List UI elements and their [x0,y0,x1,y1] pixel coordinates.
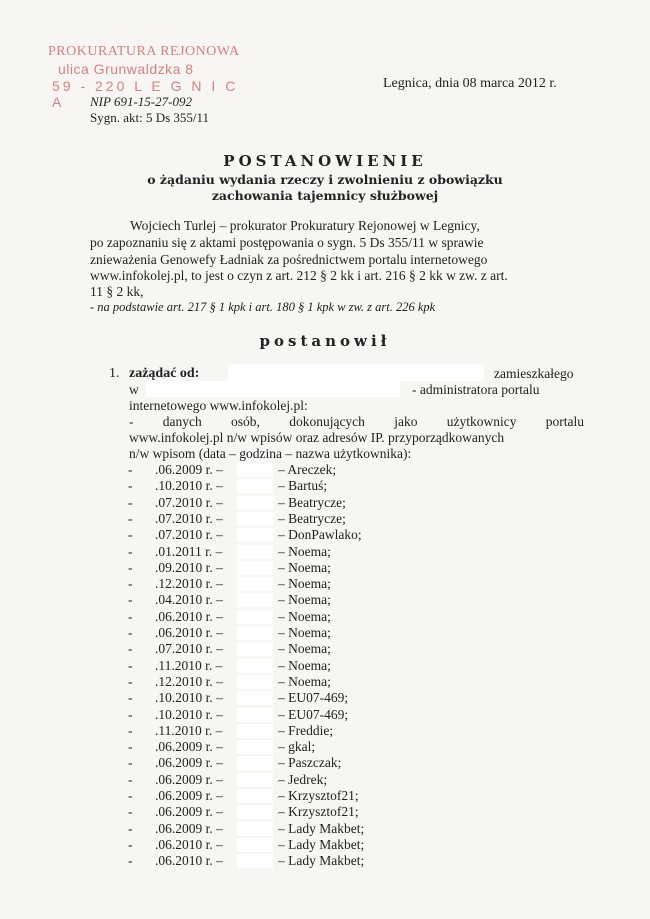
body-line-5: 11 § 2 kk, [90,284,144,299]
entry-date: .07.2010 r. – [155,494,223,510]
list-dash: - [128,527,133,543]
entry-username: – Noema; [278,673,331,689]
stamp-line-1: PROKURATURA REJONOWA [48,44,240,59]
redaction-box [237,756,273,770]
redaction-box [237,822,273,836]
entry-date: .10.2010 r. – [155,690,223,706]
demand-label: zażądać od: [129,366,200,381]
stamp-line-2: ulica Grunwaldzka 8 [58,61,194,77]
redaction-box [237,593,273,607]
entry-date: .06.2010 r. – [155,836,223,852]
in-label: w [129,382,139,397]
entry-date: .06.2010 r. – [155,853,223,869]
entry-username: – Noema; [278,543,331,559]
redaction-box [237,545,273,559]
redaction-box [237,740,273,754]
list-dash: - [128,462,133,477]
list-dash: - [128,559,133,575]
redaction-box [237,708,273,722]
list-dash: - [128,739,133,755]
entry-date: .12.2010 r. – [155,673,223,689]
document-subtitle-line-1: o żądaniu wydania rzeczy i zwolnieniu z obowiązku [147,172,503,187]
entry-username: – Noema; [278,559,331,575]
redaction-box [228,364,484,381]
list-dash: - [128,706,133,722]
redaction-box [237,789,273,803]
redaction-box [237,805,273,819]
redaction-box [237,496,273,510]
administrator-label: - administratora portalu [412,382,540,397]
entry-username: – Lady Makbet; [278,836,365,852]
body-line-4: www.infokolej.pl, to jest o czyn z art. 212 § 2 kk i art. 216 § 2 kk w zw. z art. [90,268,508,283]
entry-date: .06.2010 r. – [155,625,223,640]
entry-date: .07.2010 r. – [155,641,223,657]
body-line-2: po zapoznaniu się z aktami postępowania o sygn. 5 Ds 355/11 w sprawie [90,235,484,250]
body-line-1: Wojciech Turlej – prokurator Prokuratury Rejonowej w Legnicy, [130,218,480,233]
redaction-box [237,463,273,477]
redaction-box [237,577,273,591]
entry-username: – Jedrek; [278,771,328,787]
entry-username: – Noema; [278,576,331,592]
list-dash: - [128,494,133,510]
entry-date: .07.2010 r. – [155,527,223,543]
legal-basis: - na podstawie art. 217 § 1 kpk i art. 180 § 1 kpk w zw. z art. 226 kpk [90,300,436,314]
entry-username: – Noema; [278,641,331,657]
entry-username: – Areczek; [278,462,337,477]
list-dash: - [128,657,133,673]
list-dash: - [128,625,133,640]
list-dash: - [128,820,133,836]
list-dash: - [128,788,133,803]
list-dash: - [128,755,133,771]
list-dash: - [128,690,133,706]
body-line-3: znieważenia Genowefy Ładniak za pośrednictwem portalu internetowego [90,252,488,267]
redaction-box [237,659,273,673]
redaction-box [237,854,273,868]
redaction-box [237,838,273,852]
list-dash: - [128,804,133,820]
entry-username: – Noema; [278,657,331,673]
entry-date: .01.2011 r. – [155,543,223,559]
redaction-box [237,610,273,624]
redaction-box [237,561,273,575]
entry-username: – Noema; [278,608,331,624]
entry-date: .06.2009 r. – [155,771,223,787]
list-dash: - [128,853,133,869]
entry-date: .06.2009 r. – [155,462,223,477]
redaction-box [237,691,273,705]
redaction-box [237,675,273,689]
entry-date: .07.2010 r. – [155,510,223,526]
entry-date: .06.2010 r. – [155,608,223,624]
entry-date: .12.2010 r. – [155,576,223,592]
entry-username: – Freddie; [278,722,334,738]
document-title: POSTANOWIENIE [223,152,427,170]
entry-date: .06.2009 r. – [155,739,223,755]
entry-date: .06.2009 r. – [155,804,223,820]
entry-date: .06.2009 r. – [155,820,223,836]
nip-number: NIP 691-15-27-092 [90,94,192,109]
entry-username: – Beatrycze; [278,510,346,526]
list-dash: - [128,722,133,738]
stamp-line-3: 59 - 220 L E G N I C A [52,78,239,110]
redaction-box [146,381,400,397]
entry-username: – Lady Makbet; [278,820,365,836]
entry-date: .10.2010 r. – [155,706,223,722]
point-line-5: n/w wpisom (data – godzina – nazwa użytkownika): [129,446,412,461]
redaction-box [237,528,273,542]
list-dash: - [128,608,133,624]
point-line-4: www.infokolej.pl n/w wpisów oraz adresów IP. przyporządkowanych [129,430,505,445]
list-dash: - [128,576,133,592]
place-date: Legnica, dnia 08 marca 2012 r. [383,76,557,91]
entry-username: – Krzysztof21; [278,804,359,820]
redaction-box [237,512,273,526]
entry-username: – Noema; [278,625,331,640]
entry-username: – gkal; [278,739,316,755]
list-dash: - [128,478,133,494]
entry-username: – EU07-469; [278,690,349,706]
list-dash: - [128,836,133,852]
list-dash: - [128,510,133,526]
entry-username: – Lady Makbet; [278,853,365,869]
document-subtitle-line-2: zachowania tajemnicy służbowej [211,188,439,203]
redaction-box [237,724,273,738]
list-dash: - [128,771,133,787]
entry-date: .10.2010 r. – [155,478,223,494]
point-number: 1. [109,366,120,381]
list-dash: - [128,543,133,559]
list-dash: - [128,673,133,689]
entry-username: – DonPawlako; [278,527,362,543]
entry-username: – Bartuś; [278,478,328,494]
redaction-box [237,773,273,787]
point-line-3: - danych osób, dokonujących jako użytkownicy portalu [129,414,584,429]
entry-username: – EU07-469; [278,706,349,722]
entry-username: – Beatrycze; [278,494,346,510]
entry-date: .09.2010 r. – [155,559,223,575]
entry-date: .11.2010 r. – [155,657,223,673]
redaction-box [237,479,273,493]
case-signature: Sygn. akt: 5 Ds 355/11 [90,110,210,125]
entry-date: .06.2009 r. – [155,755,223,771]
decision-heading: postanowił [259,332,391,350]
resident-label: zamieszkałego [494,366,574,381]
entry-date: .04.2010 r. – [155,592,223,608]
redaction-box [237,626,273,640]
list-dash: - [128,641,133,657]
list-dash: - [128,592,133,608]
entry-date: .06.2009 r. – [155,788,223,803]
entry-date: .11.2010 r. – [155,722,223,738]
redaction-box [237,642,273,656]
entry-username: – Krzysztof21; [278,788,359,803]
entry-username: – Paszczak; [278,755,342,771]
point-line-2: internetowego www.infokolej.pl: [129,398,308,413]
entry-username: – Noema; [278,592,331,608]
